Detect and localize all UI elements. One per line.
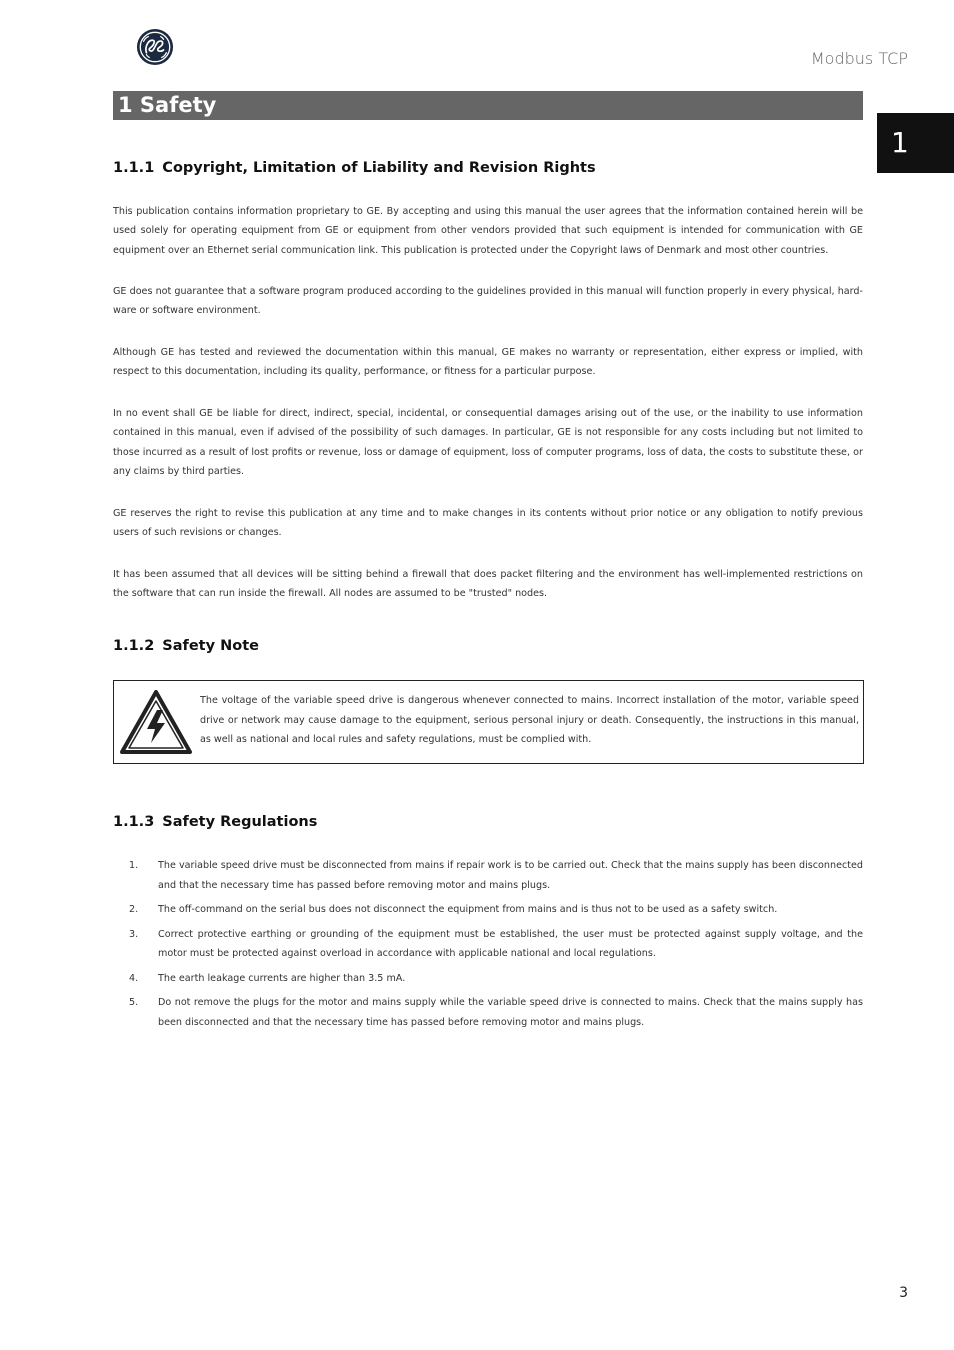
list-item-text: Do not remove the plugs for the motor and mains supply while the variable speed drive is connected to mains. Check that the mains supply has been disconnected and that the necessary time has passed before removing motor and mains plugs. [158,997,863,1028]
list-item-number: 2. [129,904,139,915]
list-item [113,993,863,1032]
list-item-number: 4. [129,972,139,984]
section-title: Safety Note [162,638,259,654]
list-item-text: Correct protective earthing or grounding of the equipment must be established, the user must be protected against supply voltage, and the motor must be protected against overload in accordance with applicable national and local regulations. [158,928,863,959]
high-voltage-warning-icon [119,689,193,755]
list-item-number: 3. [129,928,139,940]
safety-note-text: The voltage of the variable speed drive is dangerous whenever connected to mains. Incorrect installation of the motor, variable speed drive or network may cause damage to the equipment, serious personal injury or death. Consequently, the instructions in this manual, as well as national and local rules and safety regulations, must be complied with. [200,695,859,745]
list-item [113,925,863,964]
chapter-heading: 1 Safety [113,91,863,120]
paragraph-revisions: GE reserves the right to revise this publication at any time and to make changes in its contents without prior notice or any obligation to notify previous users of such revisions or changes. [113,508,863,539]
list-item-text: The off-command on the serial bus does not disconnect the equipment from mains and is thus not to be used as a safety switch. [158,904,778,915]
paragraph-no-warranty: Although GE has tested and reviewed the documentation within this manual, GE makes no warranty or representation, either express or implied, with respect to this documentation, including its quality, performance, or fitness for a particular purpose. [113,347,863,378]
list-item [113,969,863,989]
section-number: 1.1.1 [113,160,155,176]
paragraph-liability: In no event shall GE be liable for direct, indirect, special, incidental, or consequential damages arising out of the use, or the inability to use information contained in this manual, even if advised of the possibility of such damages. In particular, GE is not responsible for any costs including but not limited to those incurred as a result of lost profits or revenue, loss or damage of equipment, loss of computer programs, loss of data, the costs to substitute these, or any claims by third parties. [113,408,863,477]
section-heading-1-1-2 [113,638,259,654]
page-number: 3 [899,1285,908,1301]
section-number: 1.1.3 [113,814,155,830]
list-item-number: 5. [129,997,139,1008]
paragraph-copyright: This publication contains information proprietary to GE. By accepting and using this manual the user agrees that the information contained herein will be used solely for operating equipment from GE or equipment from other vendors provided that such equipment is intended for communication with GE equipment over an Ethernet serial communication link. This publication is protected under the Copyright laws of Denmark and most other countries. [113,206,863,256]
paragraph-no-guarantee: GE does not guarantee that a software program produced according to the guidelines provided in this manual will function properly in every physical, hard-ware or software environment. [113,286,863,317]
section-heading-1-1-1 [113,160,596,176]
list-item-number: 1. [129,860,139,871]
paragraph-firewall: It has been assumed that all devices will be sitting behind a firewall that does packet filtering and the environment has well-implemented restrictions on the software that can run inside the firewall. All nodes are assumed to be "trusted" nodes. [113,569,863,600]
list-item-text: The earth leakage currents are higher than 3.5 mA. [158,972,406,984]
safety-regulations-list [113,856,863,1037]
list-item [113,900,863,920]
list-item-text: The variable speed drive must be disconnected from mains if repair work is to be carried out. Check that the mains supply has been disconnected and that the necessary time has passed before removing motor and mains plugs. [158,860,863,891]
safety-note-box [113,680,864,764]
list-item [113,856,863,895]
ge-logo [136,28,174,66]
section-heading-1-1-3 [113,814,317,830]
document-title: Modbus TCP [810,49,908,68]
section-number: 1.1.2 [113,638,155,654]
section-title: Copyright, Limitation of Liability and Revision Rights [162,160,596,176]
section-title: Safety Regulations [162,814,318,830]
chapter-tab: 1 [877,113,954,173]
